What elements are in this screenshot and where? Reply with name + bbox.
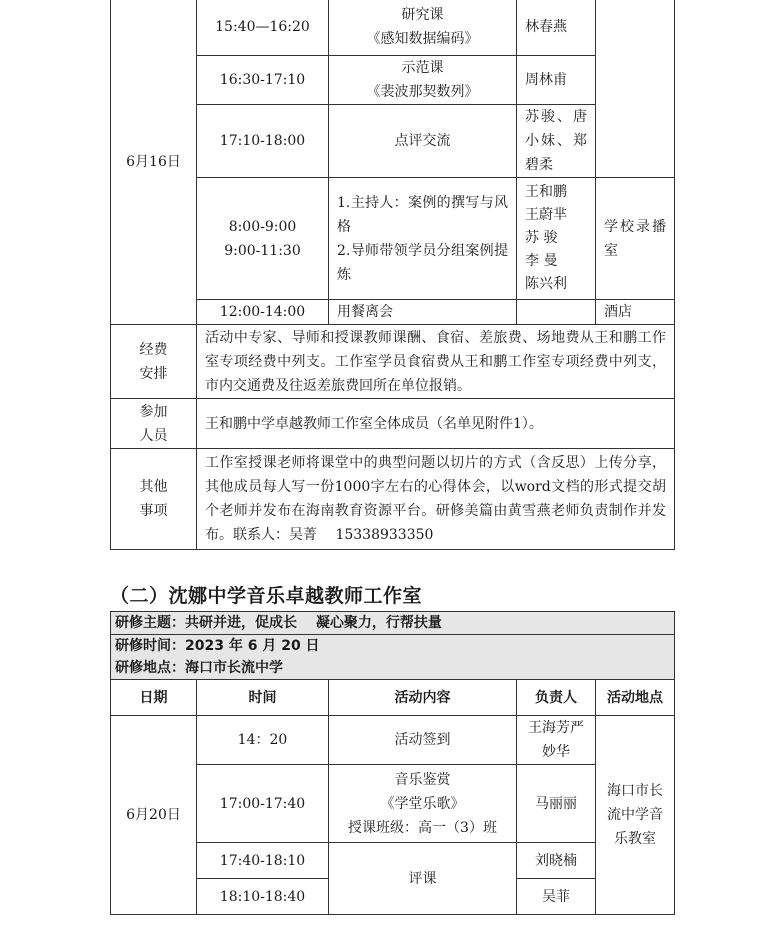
- header-person: 负责人: [517, 680, 596, 716]
- schedule-table-2: [110, 611, 675, 915]
- content-cell: 研究课 《感知数据编码》: [329, 0, 517, 56]
- time-cell: 18:10-18:40: [197, 879, 329, 915]
- date-cell: 6月20日: [111, 716, 197, 915]
- research-time: 研修时间：2023 年 6 月 20 日: [111, 635, 675, 658]
- content-cell: 音乐鉴赏 《学堂乐歌》 授课班级：高一（3）班: [329, 765, 517, 843]
- time-cell: 16:30-17:10: [197, 56, 329, 105]
- time-cell: 17:00-17:40: [197, 765, 329, 843]
- person-cell: [517, 300, 596, 325]
- header-content: 活动内容: [329, 680, 517, 716]
- schedule-table-1: [110, 0, 675, 550]
- place-cell-empty: [596, 0, 675, 178]
- time-cell: 15:40—16:20: [197, 0, 329, 56]
- research-place: 研修地点：海口市长流中学: [111, 657, 675, 680]
- header-time: 时间: [197, 680, 329, 716]
- header-date: 日期: [111, 680, 197, 716]
- fee-text: 活动中专家、导师和授课教师课酬、食宿、差旅费、场地费从王和鹏工作室专项经费中列支。工作室学员食宿费从王和鹏工作室专项经费中列支，市内交通费及往返差旅费回所在单位报销。: [197, 325, 675, 399]
- time-cell: 12:00-14:00: [197, 300, 329, 325]
- place-cell: 学校录播室: [596, 178, 675, 300]
- person-cell: 王海芳严 妙华: [517, 716, 596, 765]
- person-cell: 马丽丽: [517, 765, 596, 843]
- header-place: 活动地点: [596, 680, 675, 716]
- content-cell: 示范课 《裴波那契数列》: [329, 56, 517, 105]
- content-cell: 活动签到: [329, 716, 517, 765]
- fee-label: 经费 安排: [111, 325, 197, 399]
- time-cell: 14：20: [197, 716, 329, 765]
- content-cell-merged: 评课: [329, 843, 517, 915]
- other-text: 工作室授课老师将课堂中的典型问题以切片的方式（含反思）上传分享，其他成员每人写一份1000字左右的心得体会，以word文档的形式提交胡个老师并发布在海南教育资源平台。研修美篇由黄雪燕老师负责制作并发布。联系人：吴菁 15338933350: [197, 449, 675, 550]
- person-cell: 刘晓楠: [517, 843, 596, 879]
- other-label: 其他 事项: [111, 449, 197, 550]
- research-theme: 研修主题：共研并进，促成长 凝心聚力，行帮扶量: [111, 612, 675, 635]
- person-cell: 吴菲: [517, 879, 596, 915]
- content-cell: 点评交流: [329, 105, 517, 178]
- person-cell: 林春燕: [517, 0, 596, 56]
- person-cell: 周林甫: [517, 56, 596, 105]
- person-cell: 王和鹏 王蔚芈 苏 骏 李 曼 陈兴利: [517, 178, 596, 300]
- date-cell: 6月16日: [111, 0, 197, 325]
- time-cell: 8:00-9:00 9:00-11:30: [197, 178, 329, 300]
- location-cell: 海口市长 流中学音 乐教室: [596, 716, 675, 915]
- place-cell: 酒店: [596, 300, 675, 325]
- participants-label: 参加 人员: [111, 399, 197, 449]
- time-cell: 17:10-18:00: [197, 105, 329, 178]
- section-title: （二）沈娜中学音乐卓越教师工作室: [110, 585, 423, 607]
- content-cell: 用餐离会: [329, 300, 517, 325]
- time-cell: 17:40-18:10: [197, 843, 329, 879]
- content-cell: 1.主持人：案例的撰写与风格 2.导师带领学员分组案例提炼: [329, 178, 517, 300]
- participants-text: 王和鹏中学卓越教师工作室全体成员（名单见附件1）。: [197, 399, 675, 449]
- person-cell: 苏骏、唐小妹、郑碧柔: [517, 105, 596, 178]
